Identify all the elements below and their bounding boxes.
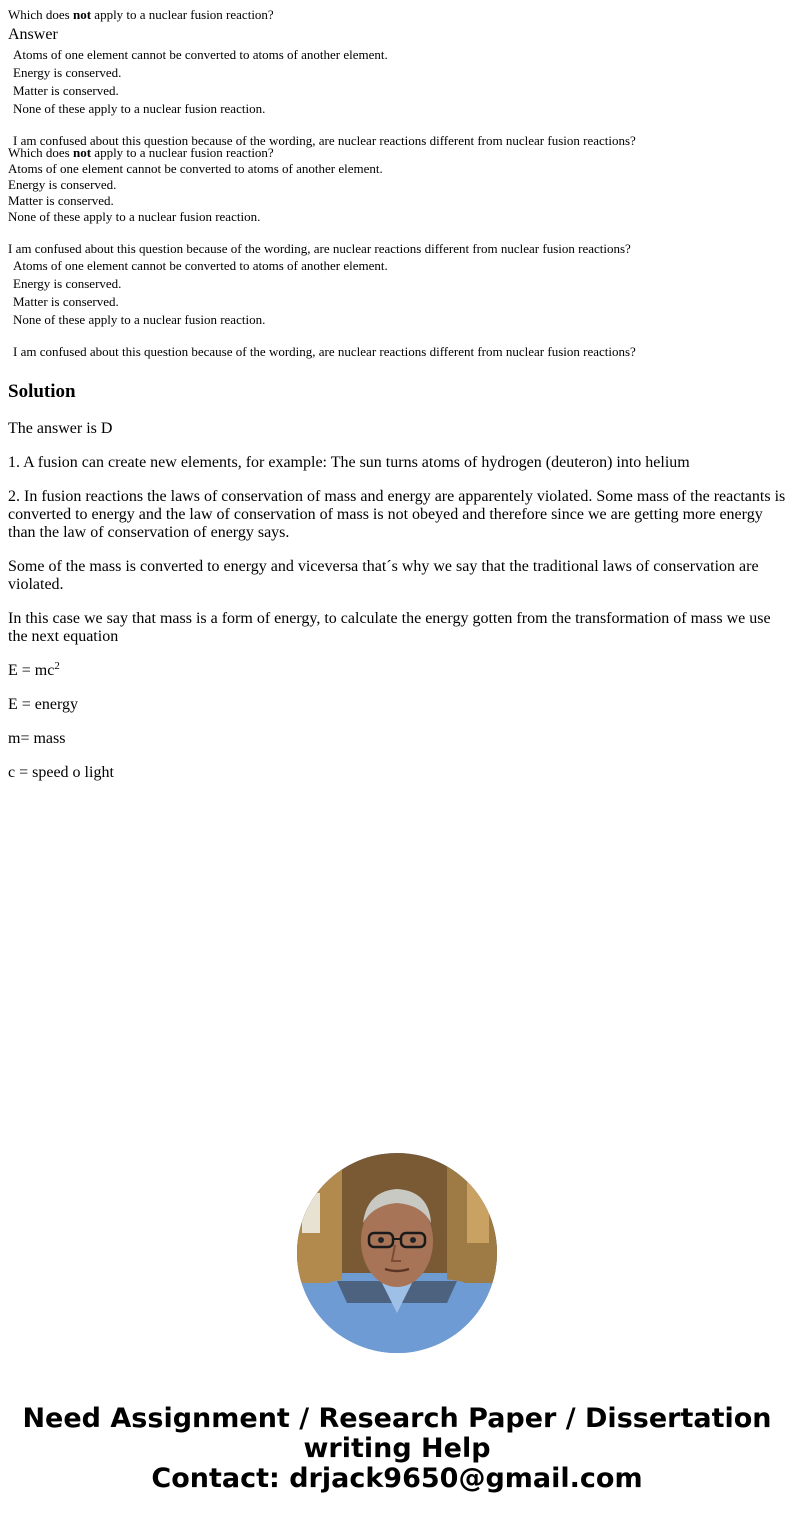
definition-energy: E = energy <box>8 696 79 713</box>
solution-heading: Solution <box>8 381 76 402</box>
option-b: Energy is conserved. <box>13 65 122 80</box>
option-c-repeat: Matter is conserved. <box>8 193 114 208</box>
promo-line-1: Need Assignment / Research Paper / Dissertation <box>22 1403 772 1434</box>
author-avatar <box>297 1153 497 1353</box>
question-repeat-block <box>8 145 788 257</box>
option-a: Atoms of one element cannot be converted to atoms of another element. <box>13 47 388 62</box>
options-repeat-block <box>8 257 788 361</box>
question-comment-repeat-2: I am confused about this question because of the wording, are nuclear reactions different from nuclear fusion reactions? <box>13 344 636 359</box>
question-comment: I am confused about this question because of the wording, are nuclear reactions different from nuclear fusion reactions? <box>13 133 636 148</box>
question-comment-repeat: I am confused about this question because of the wording, are nuclear reactions different from nuclear fusion reactions? <box>8 241 631 256</box>
question-text-repeat: Which does not apply to a nuclear fusion reaction? <box>8 145 274 160</box>
question-text: Which does not apply to a nuclear fusion reaction? <box>8 7 274 22</box>
option-a-repeat: Atoms of one element cannot be converted to atoms of another element. <box>8 161 383 176</box>
person-portrait-icon <box>297 1153 497 1353</box>
question-block <box>8 6 788 150</box>
option-a-repeat-2: Atoms of one element cannot be converted to atoms of another element. <box>13 258 388 273</box>
option-d: None of these apply to a nuclear fusion reaction. <box>13 101 266 116</box>
equation: $E = mc^2$ <box>8 660 60 679</box>
option-b-repeat: Energy is conserved. <box>8 177 117 192</box>
definition-mass: m= mass <box>8 730 66 747</box>
solution-paragraph-4: In this case we say that mass is a form of energy, to calculate the energy gotten from the transformation of mass we use the next equation <box>8 610 771 645</box>
option-d-repeat-2: None of these apply to a nuclear fusion reaction. <box>13 312 266 327</box>
promo-banner <box>0 1404 794 1494</box>
solution-answer: The answer is D <box>8 420 113 437</box>
promo-contact: Contact: drjack9650@gmail.com <box>151 1463 643 1494</box>
definition-light-speed: c = speed o light <box>8 764 114 781</box>
option-c: Matter is conserved. <box>13 83 119 98</box>
option-b-repeat-2: Energy is conserved. <box>13 276 122 291</box>
promo-line-2: writing Help <box>303 1433 491 1464</box>
answer-label: Answer <box>8 26 58 43</box>
solution-point-1: 1. A fusion can create new elements, for example: The sun turns atoms of hydrogen (deuteron) into helium <box>8 454 690 471</box>
solution-body <box>8 420 788 798</box>
solution-paragraph-3: Some of the mass is converted to energy and viceversa that´s why we say that the traditional laws of conservation are violated. <box>8 558 759 593</box>
option-d-repeat: None of these apply to a nuclear fusion reaction. <box>8 209 261 224</box>
option-c-repeat-2: Matter is conserved. <box>13 294 119 309</box>
solution-point-2: 2. In fusion reactions the laws of conservation of mass and energy are apparentely violated. Some mass of the reactants is converted to energy and the law of conservation of mass is not obeyed and therefore since we are getting more energy than the law of conservation of energy says. <box>8 488 786 541</box>
